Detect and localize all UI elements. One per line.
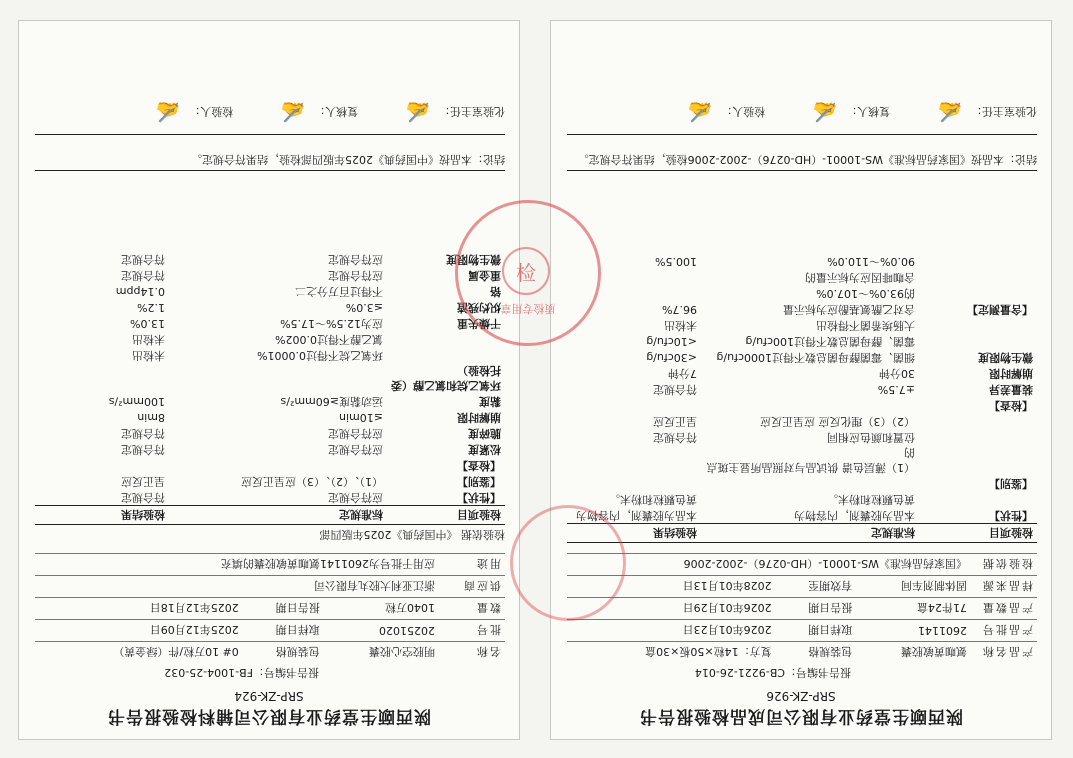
results-cell-item: 微生物限度: [446, 253, 501, 266]
info-row: [567, 598, 1037, 620]
results-cell-item: [919, 491, 1037, 507]
table-row: [567, 445, 1037, 475]
reviewer-label: 复核人：: [314, 105, 359, 118]
results-cell-item: [919, 445, 1037, 475]
table-row: [35, 473, 505, 489]
results-cell-item: 铬: [490, 285, 501, 298]
left-basis: 检验依据 《中国药典》2025年版四部: [319, 528, 505, 541]
results-column-header: 标准规定: [169, 506, 387, 525]
left-report-panel: [18, 20, 520, 740]
results-cell-res: 13.0%: [130, 317, 165, 330]
results-cell-std: （2）（3）理化反应 应呈正反应: [760, 415, 915, 428]
results-cell-res: 符合规定: [653, 431, 697, 444]
results-column-header: 检验结果: [567, 524, 701, 543]
info-key: 用途: [439, 554, 505, 576]
info-value: 《国家药品标准》WS-10001-（HD-0276）-2002-2006: [567, 554, 971, 576]
right-results-table: [567, 253, 1037, 543]
info-key: 数量: [439, 598, 505, 620]
left-report-number: 报告书编号：FB-1004-25-032: [164, 666, 319, 679]
results-column-header: 检验结果: [35, 506, 169, 525]
results-cell-std: 位置和颜色应相同: [827, 431, 915, 444]
inspector-signature: ✍: [688, 100, 714, 124]
results-cell-item: [919, 285, 1037, 301]
results-cell-res: 符合规定: [121, 443, 165, 456]
results-cell-std: （1）薄层色谱 供试品与对照品所显主斑点的: [706, 446, 915, 474]
results-cell-item: [919, 269, 1037, 285]
info-key: 样品来源: [971, 576, 1037, 598]
chief-label: 化验室主任：: [439, 105, 505, 118]
info-value: 20251020: [324, 620, 439, 642]
reviewer-signature: ✍: [281, 100, 307, 124]
table-row: [35, 267, 505, 283]
left-info-table: [35, 553, 505, 663]
info-row: [35, 642, 505, 664]
results-header-row: [567, 524, 1037, 543]
results-cell-item: [919, 253, 1037, 269]
results-cell-res: [567, 475, 701, 491]
info-row: [35, 576, 505, 598]
table-row: [567, 429, 1037, 445]
results-cell-res: 呈正反应: [653, 415, 697, 428]
results-cell-item: 【检查】: [989, 399, 1033, 412]
right-report-panel: [550, 20, 1052, 740]
info-key: 产品数量: [971, 598, 1037, 620]
table-row: [35, 299, 505, 315]
table-row: [567, 317, 1037, 333]
left-results-table: [35, 251, 505, 525]
left-report-title: 陕西颐生堂药业有限公司辅料检验报告书: [107, 706, 431, 726]
results-cell-std: ≤10min: [339, 411, 383, 424]
results-column-header: 标准规定: [701, 524, 919, 543]
results-cell-std: 应符合规定: [328, 427, 383, 440]
results-cell-std: 30分钟: [879, 367, 915, 380]
results-cell-std: [169, 363, 387, 393]
results-cell-res: 本品为胶囊剂，内容物为: [576, 509, 697, 522]
results-cell-res: 符合规定: [121, 491, 165, 504]
info-row: [567, 620, 1037, 642]
info-value: 1040万粒: [324, 598, 439, 620]
info-value: 明胶空心胶囊: [324, 642, 439, 664]
seal-text: 质检专用章: [500, 302, 556, 315]
results-cell-std: 环氧乙烷不得过0.0001%: [257, 349, 383, 362]
table-row: [567, 397, 1037, 413]
results-cell-std: 氯乙醇不得过0.002%: [275, 333, 383, 346]
results-cell-item: 脆碎度: [468, 427, 501, 440]
results-cell-item: 环氧乙烷和氯乙醇（委托检验）: [391, 364, 501, 392]
reviewer-signature: ✍: [813, 100, 839, 124]
results-cell-item: 干燥失重: [457, 317, 501, 330]
info-value: 2025年12月09日: [35, 620, 243, 642]
info-key: 报告日期: [776, 598, 857, 620]
results-cell-std: ±7.5%: [877, 383, 915, 396]
results-cell-std: 应符合规定: [328, 269, 383, 282]
results-cell-res: <30cfu/g: [646, 351, 697, 364]
info-row: [567, 576, 1037, 598]
info-key: 产品批号: [971, 620, 1037, 642]
table-row: [35, 393, 505, 409]
results-cell-res: 未检出: [132, 333, 165, 346]
results-cell-item: 【性状】: [457, 491, 501, 504]
results-cell-item: [919, 429, 1037, 445]
results-cell-std: ≤3.0%: [345, 301, 383, 314]
info-key: 批号: [439, 620, 505, 642]
results-cell-std: 应符合规定: [328, 443, 383, 456]
table-row: [35, 457, 505, 473]
info-value: 0# 10万粒/件（绿金黄）: [35, 642, 243, 664]
table-row: [567, 301, 1037, 317]
results-cell-item: 【鉴别】: [457, 475, 501, 488]
right-conclusion: 结论：本品按《国家药品标准》WS-10001-（HD-0276）-2002-2006检验，结果符合规定。: [567, 151, 1037, 171]
info-value: 复方：14粒×50板×30盒: [567, 642, 776, 664]
table-row: [35, 315, 505, 331]
table-row: [35, 409, 505, 425]
results-cell-res: 96.7%: [662, 303, 697, 316]
results-cell-res: 符合规定: [121, 269, 165, 282]
results-header-row: [35, 506, 505, 525]
results-cell-item: [387, 347, 505, 363]
table-row: [567, 413, 1037, 429]
red-seal-stamp: [455, 200, 601, 346]
results-cell-std: [701, 475, 919, 491]
results-cell-std: 黄色颗粒和粉末。: [827, 493, 915, 506]
info-key: 名称: [439, 642, 505, 664]
results-cell-item: 装量差异: [989, 383, 1033, 396]
results-cell-res: 符合规定: [121, 427, 165, 440]
results-cell-std: 含对乙酰氨基酚应为标示量: [783, 303, 915, 316]
results-cell-item: 【鉴别】: [989, 477, 1033, 490]
right-report-code: SRP-ZK-926: [766, 689, 836, 703]
info-key: 包装规格: [776, 642, 857, 664]
info-key: 产品名称: [971, 642, 1037, 664]
results-cell-res: [35, 457, 169, 473]
results-column-header: 检验项目: [919, 524, 1037, 543]
info-value: 71件24盒: [856, 598, 971, 620]
results-cell-res: 100mm²/s: [108, 395, 165, 408]
results-cell-std: 应符合规定: [328, 491, 383, 504]
info-value: 应用于批号为2601141氨咖黄敏胶囊的填充: [35, 554, 439, 576]
results-cell-item: 微生物限度: [978, 351, 1033, 364]
info-value: 氨咖黄敏胶囊: [856, 642, 971, 664]
info-row: [567, 642, 1037, 664]
results-cell-res: 100.5%: [655, 255, 697, 268]
results-cell-item: 崩解时限: [457, 411, 501, 424]
table-row: [35, 347, 505, 363]
results-cell-std: 运动黏度≥60mm²/s: [280, 395, 383, 408]
table-row: [567, 269, 1037, 285]
right-info-table: [567, 553, 1037, 663]
table-row: [567, 333, 1037, 349]
info-key: 有效期至: [776, 576, 857, 598]
info-value: 2026年01月23日: [567, 620, 776, 642]
reviewer-label: 复核人：: [846, 105, 891, 118]
left-signature-row: [35, 90, 505, 135]
results-cell-res: [567, 445, 701, 475]
table-row: [567, 285, 1037, 301]
results-cell-res: 0.14ppm: [115, 285, 165, 298]
results-cell-std: 90.0%～110.0%: [827, 255, 915, 268]
results-cell-item: [919, 333, 1037, 349]
table-row: [567, 491, 1037, 507]
results-cell-item: 【性状】: [989, 509, 1033, 522]
results-cell-item: 【含量测定】: [967, 303, 1033, 316]
results-cell-std: 不得过百万分之二: [295, 285, 383, 298]
results-cell-item: 崩解时限: [989, 367, 1033, 380]
info-key: 包装规格: [243, 642, 324, 664]
results-cell-item: 炽灼残渣: [457, 301, 501, 314]
info-value: 2025年12月18日: [35, 598, 243, 620]
results-cell-item: 松紧度: [468, 443, 501, 456]
chief-signature: ✍: [406, 100, 431, 124]
right-signature-row: [567, 90, 1037, 135]
results-cell-res: 8min: [137, 411, 165, 424]
chief-label: 化验室主任：: [971, 105, 1037, 118]
results-cell-std: 含咖啡因应为标示量的: [805, 271, 915, 284]
table-row: [35, 331, 505, 347]
info-value: 2601141: [856, 620, 971, 642]
results-cell-res: <10cfu/g: [646, 335, 697, 348]
results-cell-item: 重金属: [468, 269, 501, 282]
results-cell-std: （1）、（2）、（3）应呈正反应: [241, 475, 383, 488]
chief-signature: ✍: [938, 100, 963, 124]
info-row: [35, 554, 505, 576]
table-row: [35, 363, 505, 393]
results-cell-item: [919, 413, 1037, 429]
results-cell-std: 应为12.5%～17.5%: [280, 317, 383, 330]
results-cell-res: 1.2%: [137, 301, 165, 314]
table-row: [567, 507, 1037, 524]
red-seal-stamp-faint: [510, 505, 626, 621]
results-column-header: 检验项目: [387, 506, 505, 525]
table-row: [567, 381, 1037, 397]
left-conclusion: 结论：本品按《中国药典》2025年版四部检验，结果符合规定。: [35, 151, 505, 171]
results-cell-res: 未检出: [664, 319, 697, 332]
right-report-title: 陕西颐生堂药业有限公司成品检验报告书: [639, 706, 963, 726]
results-cell-res: 呈正反应: [121, 475, 165, 488]
info-key: 取样日期: [243, 620, 324, 642]
info-key: 报告日期: [243, 598, 324, 620]
info-row: [35, 598, 505, 620]
table-row: [35, 283, 505, 299]
info-key: 检验依据: [971, 554, 1037, 576]
seal-center: 检: [502, 247, 550, 295]
results-cell-std: 本品为胶囊剂，内容物为: [794, 509, 915, 522]
results-cell-std: 的93.0%～107.0%: [816, 287, 915, 300]
results-cell-std: 细菌、霉菌酵母菌总数不得过1000cfu/g: [716, 351, 915, 364]
info-key: 供应商: [439, 576, 505, 598]
table-row: [567, 475, 1037, 491]
table-row: [567, 349, 1037, 365]
inspector-signature: ✍: [156, 100, 182, 124]
results-cell-std: 大肠埃希菌不得检出: [816, 319, 915, 332]
table-row: [567, 253, 1037, 269]
results-cell-item: [919, 317, 1037, 333]
results-cell-item: 【检查】: [457, 459, 501, 472]
table-row: [567, 365, 1037, 381]
table-row: [35, 425, 505, 441]
results-cell-std: 应符合规定: [328, 253, 383, 266]
results-cell-res: 符合规定: [653, 383, 697, 396]
results-cell-res: 未检出: [132, 349, 165, 362]
info-row: [567, 554, 1037, 576]
results-cell-res: 黄色颗粒和粉末。: [609, 493, 697, 506]
inspector-label: 检验人：: [721, 105, 766, 118]
results-cell-res: 7分钟: [668, 367, 697, 380]
info-value: 固体制剂车间: [856, 576, 971, 598]
results-cell-res: [567, 397, 701, 413]
results-cell-res: [35, 363, 169, 393]
info-value: 浙江亚利大胶丸有限公司: [35, 576, 439, 598]
results-cell-std: [701, 397, 919, 413]
results-cell-res: 符合规定: [121, 253, 165, 266]
table-row: [35, 441, 505, 457]
info-row: [35, 620, 505, 642]
right-report-number: 报告书编号：CB-9221-26-014: [694, 666, 851, 679]
inspector-label: 检验人：: [189, 105, 234, 118]
table-row: [35, 489, 505, 506]
table-row: [35, 251, 505, 267]
results-cell-std: 霉菌、酵母菌总数不得过100cfu/g: [745, 335, 915, 348]
info-value: 2026年01月29日: [567, 598, 776, 620]
results-cell-std: [169, 457, 387, 473]
info-value: 2028年01月13日: [567, 576, 776, 598]
left-report-code: SRP-ZK-924: [234, 689, 304, 703]
info-key: 取样日期: [776, 620, 857, 642]
results-cell-item: 黏度: [479, 395, 501, 408]
